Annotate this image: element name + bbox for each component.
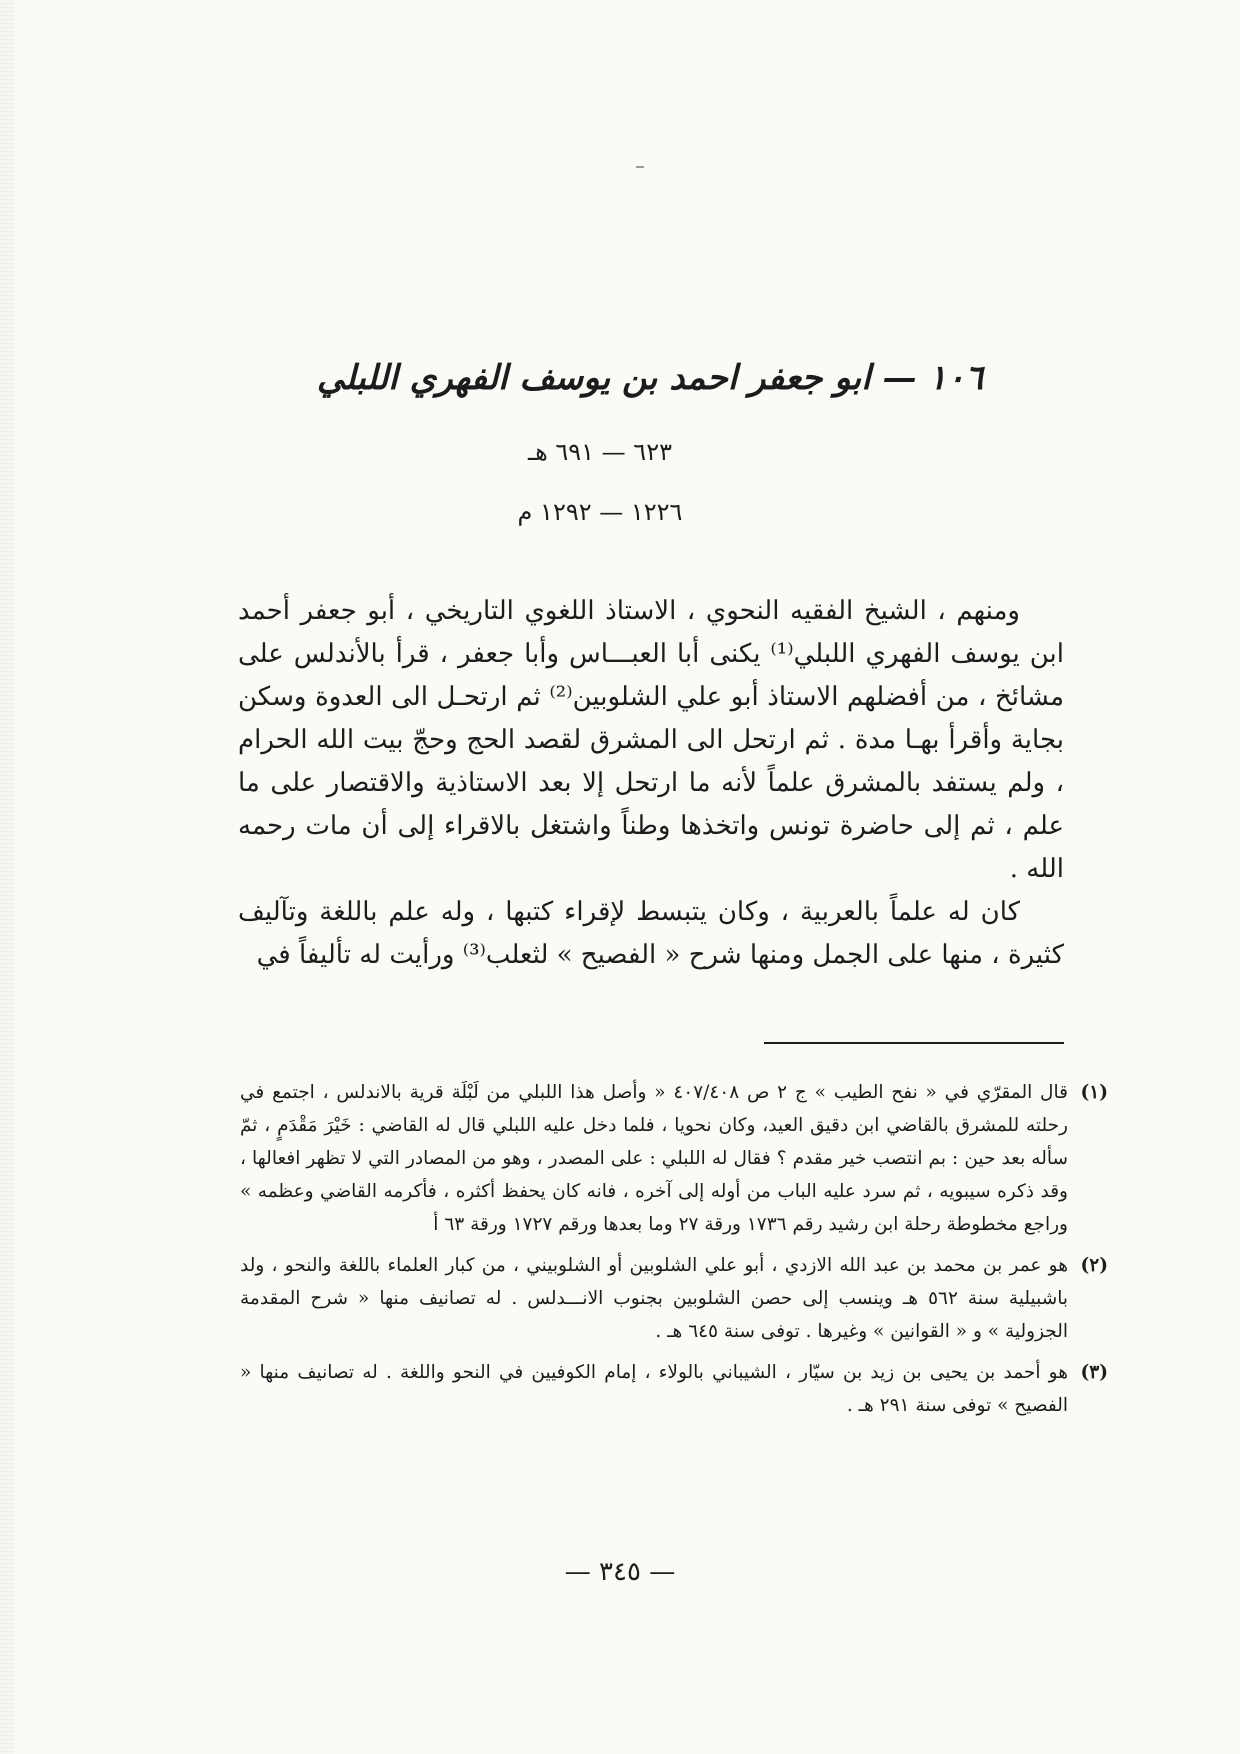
footnote-1 [240,1076,1108,1241]
hijri-dates: ٦٢٣ — ٦٩١ هـ [528,438,672,466]
gregorian-dates: ١٢٢٦ — ١٢٩٢ م [517,498,683,526]
footnote-marker: (١) [1080,1082,1108,1103]
scan-edge [0,0,14,1754]
footnote-marker: (٣) [1080,1362,1108,1383]
footnote-2 [240,1249,1108,1348]
footnote-3 [240,1356,1108,1422]
paragraph-1: ومنهم ، الشيخ الفقيه النحوي ، الاستاذ اللغوي التاريخي ، أبو جعفر أحمد ابن يوسف الفهري اللبلي⁽¹⁾ يكنى أبا العبـــاس وأبا جعفر ، قرأ بالأندلس على مشائخ ، من أفضلهم الاستاذ أبو علي الشلوبين⁽²⁾ ثم ارتحـل الى العدوة وسكن بجاية وأقرأ بهـا مدة . ثم ارتحل الى المشرق لقصد الحج وحجّ بيت الله الحرام ، ولم يستفد بالمشرق علماً لأنه ما ارتحل إلا بعد الاستاذية والاقتصار على ما علم ، ثم إلى حاضرة تونس واتخذها وطناً واشتغل بالاقراء إلى أن مات رحمه الله . [238,596,1064,884]
footnote-text: قال المقرّي في « نفح الطيب » ج ٢ ص ٤٠٧/٤٠٨ « وأصل هذا اللبلي من لَبْلَة قرية بالاندلس ، اجتمع في رحلته للمشرق بالقاضي ابن دقيق العيد، وكان نحويا ، فلما دخل عليه اللبلي قال له القاضي : خَيْرَ مَقْدَمٍ ، ثمّ سأله بعد حين : بم انتصب خير مقدم ؟ فقال له اللبلي : على المصدر ، وهو من المصادر التي لا تظهر افعالها ، وقد ذكره سيبويه ، ثم سرد عليه الباب من أوله إلى آخره ، فانه كان يحفظ أكثره ، فأكرمه القاضي وعظمه » وراجع مخطوطة رحلة ابن رشيد رقم ١٧٣٦ ورقة ٢٧ وما بعدها ورقم ١٧٢٧ ورقة ٦٣ أ [240,1082,1068,1235]
biography-title: ١٠٦ — ابو جعفر احمد بن يوسف الفهري اللبلي [316,357,984,398]
paragraph-2: كان له علماً بالعربية ، وكان يتبسط لإقراء كتبها ، وله علم باللغة وتآليف كثيرة ، منها على الجمل ومنها شرح « الفصيح » لثعلب⁽³⁾ ورأيت له تأليفاً في [238,897,1064,970]
footnote-marker: (٢) [1080,1255,1108,1276]
footnote-divider [764,1042,1064,1044]
scan-speck [636,166,644,168]
footnote-text: هو عمر بن محمد بن عبد الله الازدي ، أبو علي الشلوبين أو الشلوبيني ، من كبار العلماء باللغة والنحو ، ولد باشبيلية سنة ٥٦٢ هـ وينسب إلى حصن الشلوبين بجنوب الانـــدلس . له تصانيف منها « شرح المقدمة الجزولية » و « القوانين » وغيرها . توفى سنة ٦٤٥ هـ . [240,1255,1068,1342]
page-number: — ٣٤٥ — [564,1557,676,1587]
footnote-text: هو أحمد بن يحيى بن زيد بن سيّار ، الشيباني بالولاء ، إمام الكوفيين في النحو واللغة . له تصانيف منها « الفصيح » توفى سنة ٢٩١ هـ . [240,1362,1068,1416]
footnotes-section [240,1076,1108,1430]
main-text [238,590,1064,977]
